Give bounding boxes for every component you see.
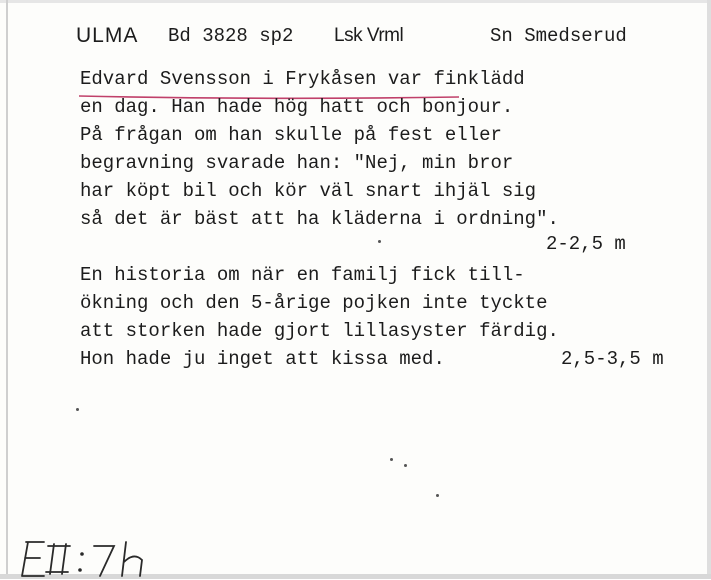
reference-number: Bd 3828 sp2	[168, 25, 294, 47]
entry1-line-6: så det är bäst att ha kläderna i ordning".	[80, 208, 559, 230]
speck	[390, 458, 393, 461]
card-edge-left	[6, 0, 8, 579]
entry1-line-4: begravning svarade han: "Nej, min bror	[80, 152, 514, 174]
entry2-line-2: ökning och den 5-årige pojken inte tyckte	[80, 292, 548, 314]
card-edge-right	[707, 0, 711, 579]
parish-name: Sn Smedserud	[490, 25, 627, 47]
archive-code: ULMA	[76, 24, 139, 47]
location-code: Lsk Vrml	[334, 25, 404, 46]
speck	[76, 408, 79, 411]
card-edge-top	[0, 0, 711, 3]
entry1-line-1: Edvard Svensson i Frykåsen var finklädd	[80, 68, 525, 90]
entry1-measure: 2-2,5 m	[546, 233, 626, 255]
speck	[436, 494, 439, 497]
entry2-measure: 2,5-3,5 m	[561, 348, 664, 370]
entry2-line-3: att storken hade gjort lillasyster färdig.	[80, 320, 559, 342]
entry1-line-2: en dag. Han hade hög hatt och bonjour.	[80, 96, 514, 118]
entry1-line-3: På frågan om han skulle på fest eller	[80, 124, 502, 146]
handwritten-signature	[14, 536, 164, 580]
speck	[404, 464, 407, 467]
entry2-line-1: En historia om när en familj fick till-	[80, 264, 525, 286]
entry1-line-5: har köpt bil och kör väl snart ihjäl sig	[80, 180, 537, 202]
card-header	[76, 24, 676, 54]
speck	[378, 240, 381, 243]
entry2-line-4: Hon hade ju inget att kissa med.	[80, 348, 445, 370]
